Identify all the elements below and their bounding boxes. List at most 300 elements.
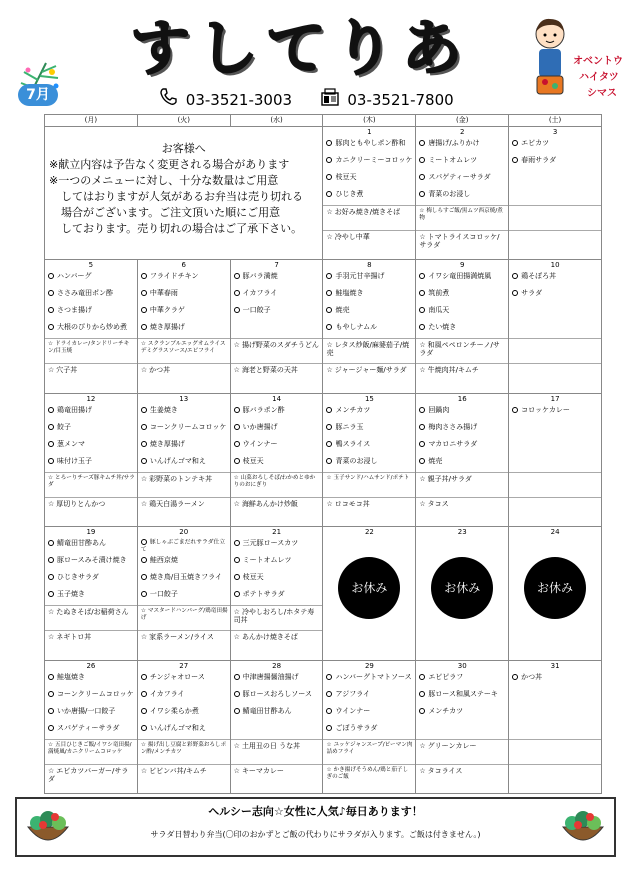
day-cell — [509, 127, 602, 260]
menu-item-label: 三元豚ロースカツ — [242, 539, 299, 548]
special-item-label: たぬきそば/お稲荷さん — [56, 608, 129, 617]
menu-item — [231, 554, 323, 571]
circle-mark-icon — [234, 424, 240, 430]
star-icon: ☆ — [140, 741, 146, 748]
menu-item — [45, 270, 137, 287]
circle-mark-icon — [326, 140, 332, 146]
circle-mark-icon — [326, 407, 332, 413]
day-number: 8 — [367, 261, 372, 270]
special-item — [509, 230, 601, 255]
notice-line: ※一つのメニューに対し、十分な数量はご用意 — [49, 174, 279, 187]
menu-item-label: 青菜のお浸し — [428, 190, 471, 198]
day-cell — [45, 260, 138, 393]
special-item-label: ビビンバ丼/キムチ — [149, 766, 207, 775]
day-cell — [45, 660, 138, 793]
special-item — [509, 472, 601, 497]
circle-mark-icon — [419, 674, 425, 680]
menu-item — [231, 287, 323, 304]
circle-mark-icon — [234, 557, 240, 563]
day-cell — [137, 660, 230, 793]
special-item — [323, 230, 415, 255]
menu-item-label: 唐揚げ/ふりかけ — [428, 139, 480, 147]
day-cell — [137, 527, 230, 660]
menu-item-label: 焼売 — [335, 306, 350, 315]
special-item-label: かき揚げそうめん/鶏と茄子しぎのご飯 — [326, 766, 409, 780]
circle-mark-icon — [48, 574, 54, 580]
circle-mark-icon — [141, 539, 147, 545]
circle-mark-icon — [419, 273, 425, 279]
circle-mark-icon — [326, 708, 332, 714]
special-item — [45, 497, 137, 522]
star-icon: ☆ — [326, 741, 332, 748]
circle-mark-icon — [234, 273, 240, 279]
menu-item — [509, 688, 601, 705]
star-icon: ☆ — [233, 766, 240, 775]
circle-mark-icon — [141, 307, 147, 313]
special-item-label: タコライス — [427, 766, 463, 775]
star-icon: ☆ — [233, 499, 240, 508]
menu-item-label: ささみ竜田ポン酢 — [57, 289, 113, 298]
star-icon: ☆ — [233, 474, 239, 481]
circle-mark-icon — [48, 674, 54, 680]
day-number: 1 — [367, 128, 372, 136]
menu-item — [231, 438, 323, 455]
special-item — [231, 605, 323, 630]
menu-item — [45, 722, 137, 739]
notice-line: 場合がございます。ご注文頂いた順にご用意 — [61, 206, 281, 219]
menu-item-label: イワシ竜田揚満焼風 — [428, 272, 492, 281]
menu-item-label: スパゲティーサラダ — [57, 723, 120, 732]
menu-item-label: イワシ柔らか煮 — [149, 706, 199, 715]
special-item — [231, 338, 323, 363]
menu-item — [509, 137, 601, 154]
menu-item — [45, 421, 137, 438]
circle-mark-icon — [48, 290, 54, 296]
circle-mark-icon — [234, 290, 240, 296]
menu-item-label: 豚肉ともやしポン酢和 — [335, 139, 406, 147]
menu-item-label: 回鍋肉 — [428, 405, 450, 414]
star-icon: ☆ — [48, 741, 54, 748]
menu-item-label: 焼き厚揚げ — [149, 323, 185, 332]
menu-item — [509, 705, 601, 722]
special-item — [323, 205, 415, 230]
circle-mark-icon — [419, 458, 425, 464]
special-item-label: 穴子丼 — [56, 366, 78, 375]
notice-line: しております。売り切れの場合はご了承下さい。 — [61, 222, 303, 235]
special-item — [138, 497, 230, 522]
menu-item — [323, 304, 415, 321]
star-icon: ☆ — [140, 766, 148, 775]
menu-item — [323, 421, 415, 438]
menu-item — [45, 571, 137, 588]
special-item-label: ドライカレー/タンドリーチキン/目玉焼 — [48, 341, 130, 355]
weekday-label: (水) — [230, 115, 323, 127]
star-icon: ☆ — [419, 499, 426, 508]
special-item — [509, 497, 601, 522]
day-cell — [416, 660, 509, 793]
special-item-label: 海鮮あんかけ炒飯 — [241, 499, 298, 508]
menu-item — [231, 722, 323, 739]
menu-item — [416, 137, 508, 154]
month-badge: 7月 — [18, 84, 58, 106]
menu-item-label: スパゲティーサラダ — [428, 173, 491, 181]
menu-item — [416, 671, 508, 688]
menu-item — [509, 421, 601, 438]
special-item-label: ジャージャー麺/サラダ — [334, 366, 407, 375]
notice-heading: お客様へ — [161, 142, 206, 155]
menu-item-label: ウインナー — [242, 439, 278, 448]
menu-item — [416, 404, 508, 421]
menu-item — [45, 455, 137, 472]
menu-item — [416, 421, 508, 438]
special-item — [509, 363, 601, 388]
star-icon: ☆ — [233, 741, 240, 750]
menu-item — [416, 705, 508, 722]
menu-item-label: かつ丼 — [521, 672, 543, 681]
special-item-label: 揚げ出し豆腐と彩野菜おろしポン酢/メンチカツ — [140, 741, 227, 755]
special-item — [45, 630, 137, 655]
slogan-line: ハイタツ — [579, 72, 619, 83]
menu-item-label: 豚バラポン酢 — [242, 405, 285, 414]
special-item — [509, 338, 601, 363]
menu-item-label: 焼き厚揚げ — [149, 439, 185, 448]
circle-mark-icon — [234, 307, 240, 313]
special-item — [509, 739, 601, 764]
menu-item-label: コーンクリームコロッケ — [149, 422, 227, 431]
special-item-label: 土用丑の日 うな丼 — [241, 741, 301, 750]
delivery-boy-icon — [531, 16, 569, 102]
special-item — [231, 739, 323, 764]
menu-item-label: コーンクリームコロッケ — [57, 689, 134, 698]
circle-mark-icon — [234, 407, 240, 413]
menu-item-label: 鶏竜田揚げ — [57, 405, 92, 414]
menu-item — [416, 321, 508, 338]
menu-item-label: 豚ニラ玉 — [335, 422, 364, 431]
special-item — [416, 363, 508, 388]
menu-item-label: チンジャオロース — [149, 672, 205, 681]
phone-icon — [158, 87, 181, 113]
menu-item-label: 鯖竜田甘酢あん — [242, 706, 292, 715]
day-number: 20 — [179, 528, 189, 537]
day-number: 26 — [86, 661, 96, 670]
special-item — [416, 497, 508, 522]
special-item — [45, 739, 137, 764]
day-cell — [137, 260, 230, 393]
star-icon: ☆ — [48, 608, 55, 617]
star-icon: ☆ — [233, 633, 240, 642]
menu-item-label: コロッケカレー — [521, 405, 570, 414]
week-row — [45, 127, 602, 260]
circle-mark-icon — [234, 691, 240, 697]
menu-item — [416, 722, 508, 739]
menu-item-label: カニクリーミーコロッケ — [335, 156, 413, 164]
holiday-badge: お休み — [524, 557, 586, 619]
special-item-label: とろーりチーズ豚キムチ丼/サラダ — [48, 474, 135, 488]
circle-mark-icon — [326, 273, 332, 279]
menu-item — [509, 455, 601, 472]
star-icon: ☆ — [140, 608, 146, 615]
star-icon: ☆ — [233, 341, 240, 350]
day-number: 22 — [364, 528, 374, 537]
menu-item-label: もやしナムル — [335, 323, 378, 332]
circle-mark-icon — [326, 691, 332, 697]
day-number: 21 — [272, 528, 282, 537]
special-item-label: 揚げ野菜のスダチうどん — [241, 341, 319, 350]
menu-item-label: 大根のぴりから炒め煮 — [57, 323, 127, 332]
circle-mark-icon — [141, 290, 147, 296]
holiday-badge: お休み — [431, 557, 493, 619]
circle-mark-icon — [419, 307, 425, 313]
circle-mark-icon — [48, 691, 54, 697]
star-icon: ☆ — [48, 633, 55, 642]
special-item-label: かつ丼 — [149, 366, 171, 375]
day-number: 29 — [364, 661, 374, 670]
circle-mark-icon — [419, 157, 425, 163]
menu-item — [138, 588, 230, 605]
menu-item — [509, 321, 601, 338]
special-item — [138, 338, 230, 363]
day-number: 28 — [272, 661, 282, 670]
menu-item — [45, 304, 137, 321]
day-cell — [323, 127, 416, 260]
circle-mark-icon — [326, 424, 332, 430]
day-cell — [416, 527, 509, 660]
menu-item-label: マカロニサラダ — [428, 439, 478, 448]
menu-item-label: 筑前煮 — [428, 289, 450, 298]
day-cell — [509, 260, 602, 393]
circle-mark-icon — [326, 174, 332, 180]
circle-mark-icon — [234, 574, 240, 580]
menu-item — [416, 287, 508, 304]
menu-item — [509, 171, 601, 188]
menu-item — [509, 188, 601, 205]
menu-item — [45, 438, 137, 455]
special-item — [416, 230, 508, 255]
day-number: 15 — [364, 394, 374, 403]
special-item-label: 彩野菜のトンテキ丼 — [149, 474, 213, 483]
circle-mark-icon — [326, 191, 332, 197]
day-cell — [230, 660, 323, 793]
day-number: 9 — [459, 261, 465, 270]
week-row — [45, 527, 602, 660]
special-item — [45, 363, 137, 388]
star-icon: ☆ — [326, 499, 333, 508]
circle-mark-icon — [419, 191, 425, 197]
special-item-label: 家系ラーメン/ライス — [149, 633, 214, 642]
special-item — [416, 205, 508, 230]
day-cell — [416, 260, 509, 393]
special-item — [509, 205, 601, 230]
menu-item — [231, 588, 323, 605]
menu-item-label: 焼き鳥/目玉焼きフライ — [149, 573, 222, 582]
menu-item — [45, 688, 137, 705]
menu-item — [45, 705, 137, 722]
special-item — [45, 605, 137, 630]
star-icon: ☆ — [48, 341, 54, 348]
day-number: 6 — [181, 261, 186, 270]
day-number: 5 — [88, 261, 94, 270]
menu-item — [509, 154, 601, 171]
special-item — [138, 739, 230, 764]
star-icon: ☆ — [326, 341, 333, 350]
menu-item-label: ポテトサラダ — [242, 590, 285, 599]
day-number: 31 — [550, 661, 560, 670]
star-icon: ☆ — [233, 608, 240, 617]
menu-item-label: メンチカツ — [335, 405, 371, 414]
menu-item-label: 鮭塩焼き — [335, 289, 364, 298]
menu-item-label: ハンバーグトマトソース — [335, 672, 412, 681]
day-cell — [509, 660, 602, 793]
menu-item-label: 豚バラ満焼 — [242, 272, 278, 281]
fax-number[interactable]: 03-3521-7800 — [347, 91, 454, 109]
circle-mark-icon — [234, 708, 240, 714]
menu-item-label: 味付け玉子 — [57, 456, 92, 465]
star-icon: ☆ — [419, 366, 426, 375]
circle-mark-icon — [419, 140, 425, 146]
special-item-label: レタス炒飯/麻婆茄子/焼売 — [326, 341, 410, 358]
special-item-label: 五目ひじきご飯/イワシ竜田揚/満焼風/カニクリームコロッケ — [48, 741, 132, 755]
circle-mark-icon — [141, 691, 147, 697]
fax-icon — [320, 87, 343, 113]
menu-item — [323, 438, 415, 455]
special-item — [231, 363, 323, 388]
menu-item — [323, 688, 415, 705]
special-item-label: ロコモコ丼 — [334, 499, 370, 508]
star-icon: ☆ — [419, 341, 426, 350]
footer-box — [15, 797, 616, 857]
day-cell — [137, 393, 230, 526]
menu-item — [45, 404, 137, 421]
phone-number[interactable]: 03-3521-3003 — [185, 91, 293, 109]
star-icon: ☆ — [326, 366, 333, 375]
menu-item-label: 中津唐揚醤油揚げ — [242, 672, 299, 681]
menu-item — [231, 537, 323, 554]
menu-calendar — [44, 114, 602, 794]
star-icon: ☆ — [140, 633, 148, 642]
circle-mark-icon — [48, 324, 54, 330]
special-item-label: 厚切りとんかつ — [56, 499, 106, 508]
menu-item — [323, 455, 415, 472]
menu-item — [509, 722, 601, 739]
special-item — [323, 739, 415, 764]
menu-item — [323, 722, 415, 739]
menu-item — [138, 537, 230, 554]
special-item-label: 冷やし中華 — [334, 233, 370, 241]
circle-mark-icon — [141, 591, 147, 597]
menu-item — [138, 571, 230, 588]
special-item-label: グリーンカレー — [427, 741, 477, 750]
menu-item-label: 鮭塩焼き — [57, 672, 85, 681]
circle-mark-icon — [141, 407, 147, 413]
circle-mark-icon — [512, 674, 518, 680]
special-item-label: あんかけ焼きそば — [241, 633, 298, 642]
menu-item-label: 梅肉ささみ揚げ — [428, 422, 478, 431]
menu-item-label: ハンバーグ — [57, 272, 92, 281]
menu-item-label: 一口餃子 — [149, 590, 178, 599]
circle-mark-icon — [512, 290, 518, 296]
special-item — [138, 605, 230, 630]
day-number: 27 — [179, 661, 189, 670]
notice-line: お弁当は売り切れる — [204, 190, 303, 203]
day-cell — [45, 393, 138, 526]
menu-item-label: 豚しゃぶごまだれサラダ仕立て — [140, 539, 226, 553]
menu-item — [231, 404, 323, 421]
menu-item — [138, 421, 230, 438]
circle-mark-icon — [48, 441, 54, 447]
circle-mark-icon — [326, 441, 332, 447]
circle-mark-icon — [419, 441, 425, 447]
menu-item-label: ひじきサラダ — [57, 573, 99, 582]
special-item-label: ネギトロ丼 — [56, 633, 92, 642]
special-item — [45, 472, 137, 497]
day-cell — [416, 127, 509, 260]
day-number: 19 — [86, 528, 96, 537]
menu-item-label: ミートオムレツ — [242, 556, 292, 565]
special-item-label: スクランブルエッグオムライスデミグラスソース/エビフライ — [140, 341, 226, 355]
circle-mark-icon — [141, 708, 147, 714]
menu-item-label: エビピラフ — [428, 672, 464, 681]
star-icon: ☆ — [48, 474, 54, 481]
notice-line: してはおりますが人気がある — [61, 190, 204, 203]
menu-item — [323, 705, 415, 722]
menu-item-label: 春雨サラダ — [521, 156, 557, 164]
circle-mark-icon — [419, 691, 425, 697]
circle-mark-icon — [48, 273, 54, 279]
day-number: 10 — [550, 261, 560, 270]
star-icon: ☆ — [419, 741, 426, 750]
menu-item-label: 鴨スライス — [335, 439, 371, 448]
contact-row — [158, 87, 454, 109]
day-number: 3 — [552, 128, 558, 136]
menu-item-label: 一口餃子 — [242, 306, 271, 315]
menu-item — [323, 671, 415, 688]
menu-item — [231, 304, 323, 321]
page-header — [0, 0, 631, 112]
special-item — [138, 630, 230, 655]
menu-item-label: 豚ロースみそ漬け焼き — [57, 556, 127, 565]
menu-item — [323, 154, 415, 171]
day-cell — [323, 527, 416, 660]
week-row — [45, 393, 602, 526]
star-icon: ☆ — [326, 208, 333, 216]
menu-item — [231, 705, 323, 722]
star-icon: ☆ — [48, 366, 55, 375]
menu-item-label: アジフライ — [335, 689, 370, 698]
circle-mark-icon — [48, 540, 54, 546]
menu-item-label: フライドチキン — [149, 272, 199, 281]
menu-item — [323, 171, 415, 188]
circle-mark-icon — [326, 674, 332, 680]
menu-item — [231, 571, 323, 588]
menu-item — [138, 321, 230, 338]
circle-mark-icon — [48, 708, 54, 714]
star-icon: ☆ — [419, 474, 426, 483]
special-item-label: キーマカレー — [241, 766, 284, 775]
special-item-label: 山菜おろしそば/わかめとゆかりのおにぎり — [233, 474, 316, 488]
day-number: 14 — [272, 394, 282, 403]
circle-mark-icon — [326, 157, 332, 163]
circle-mark-icon — [419, 290, 425, 296]
circle-mark-icon — [326, 725, 332, 731]
menu-item — [138, 404, 230, 421]
star-icon: ☆ — [140, 341, 146, 348]
special-item — [231, 630, 323, 655]
star-icon: ☆ — [326, 766, 332, 773]
star-icon: ☆ — [326, 474, 332, 481]
circle-mark-icon — [326, 307, 332, 313]
menu-item-label: 玉子焼き — [57, 590, 85, 599]
day-number: 2 — [459, 128, 465, 136]
